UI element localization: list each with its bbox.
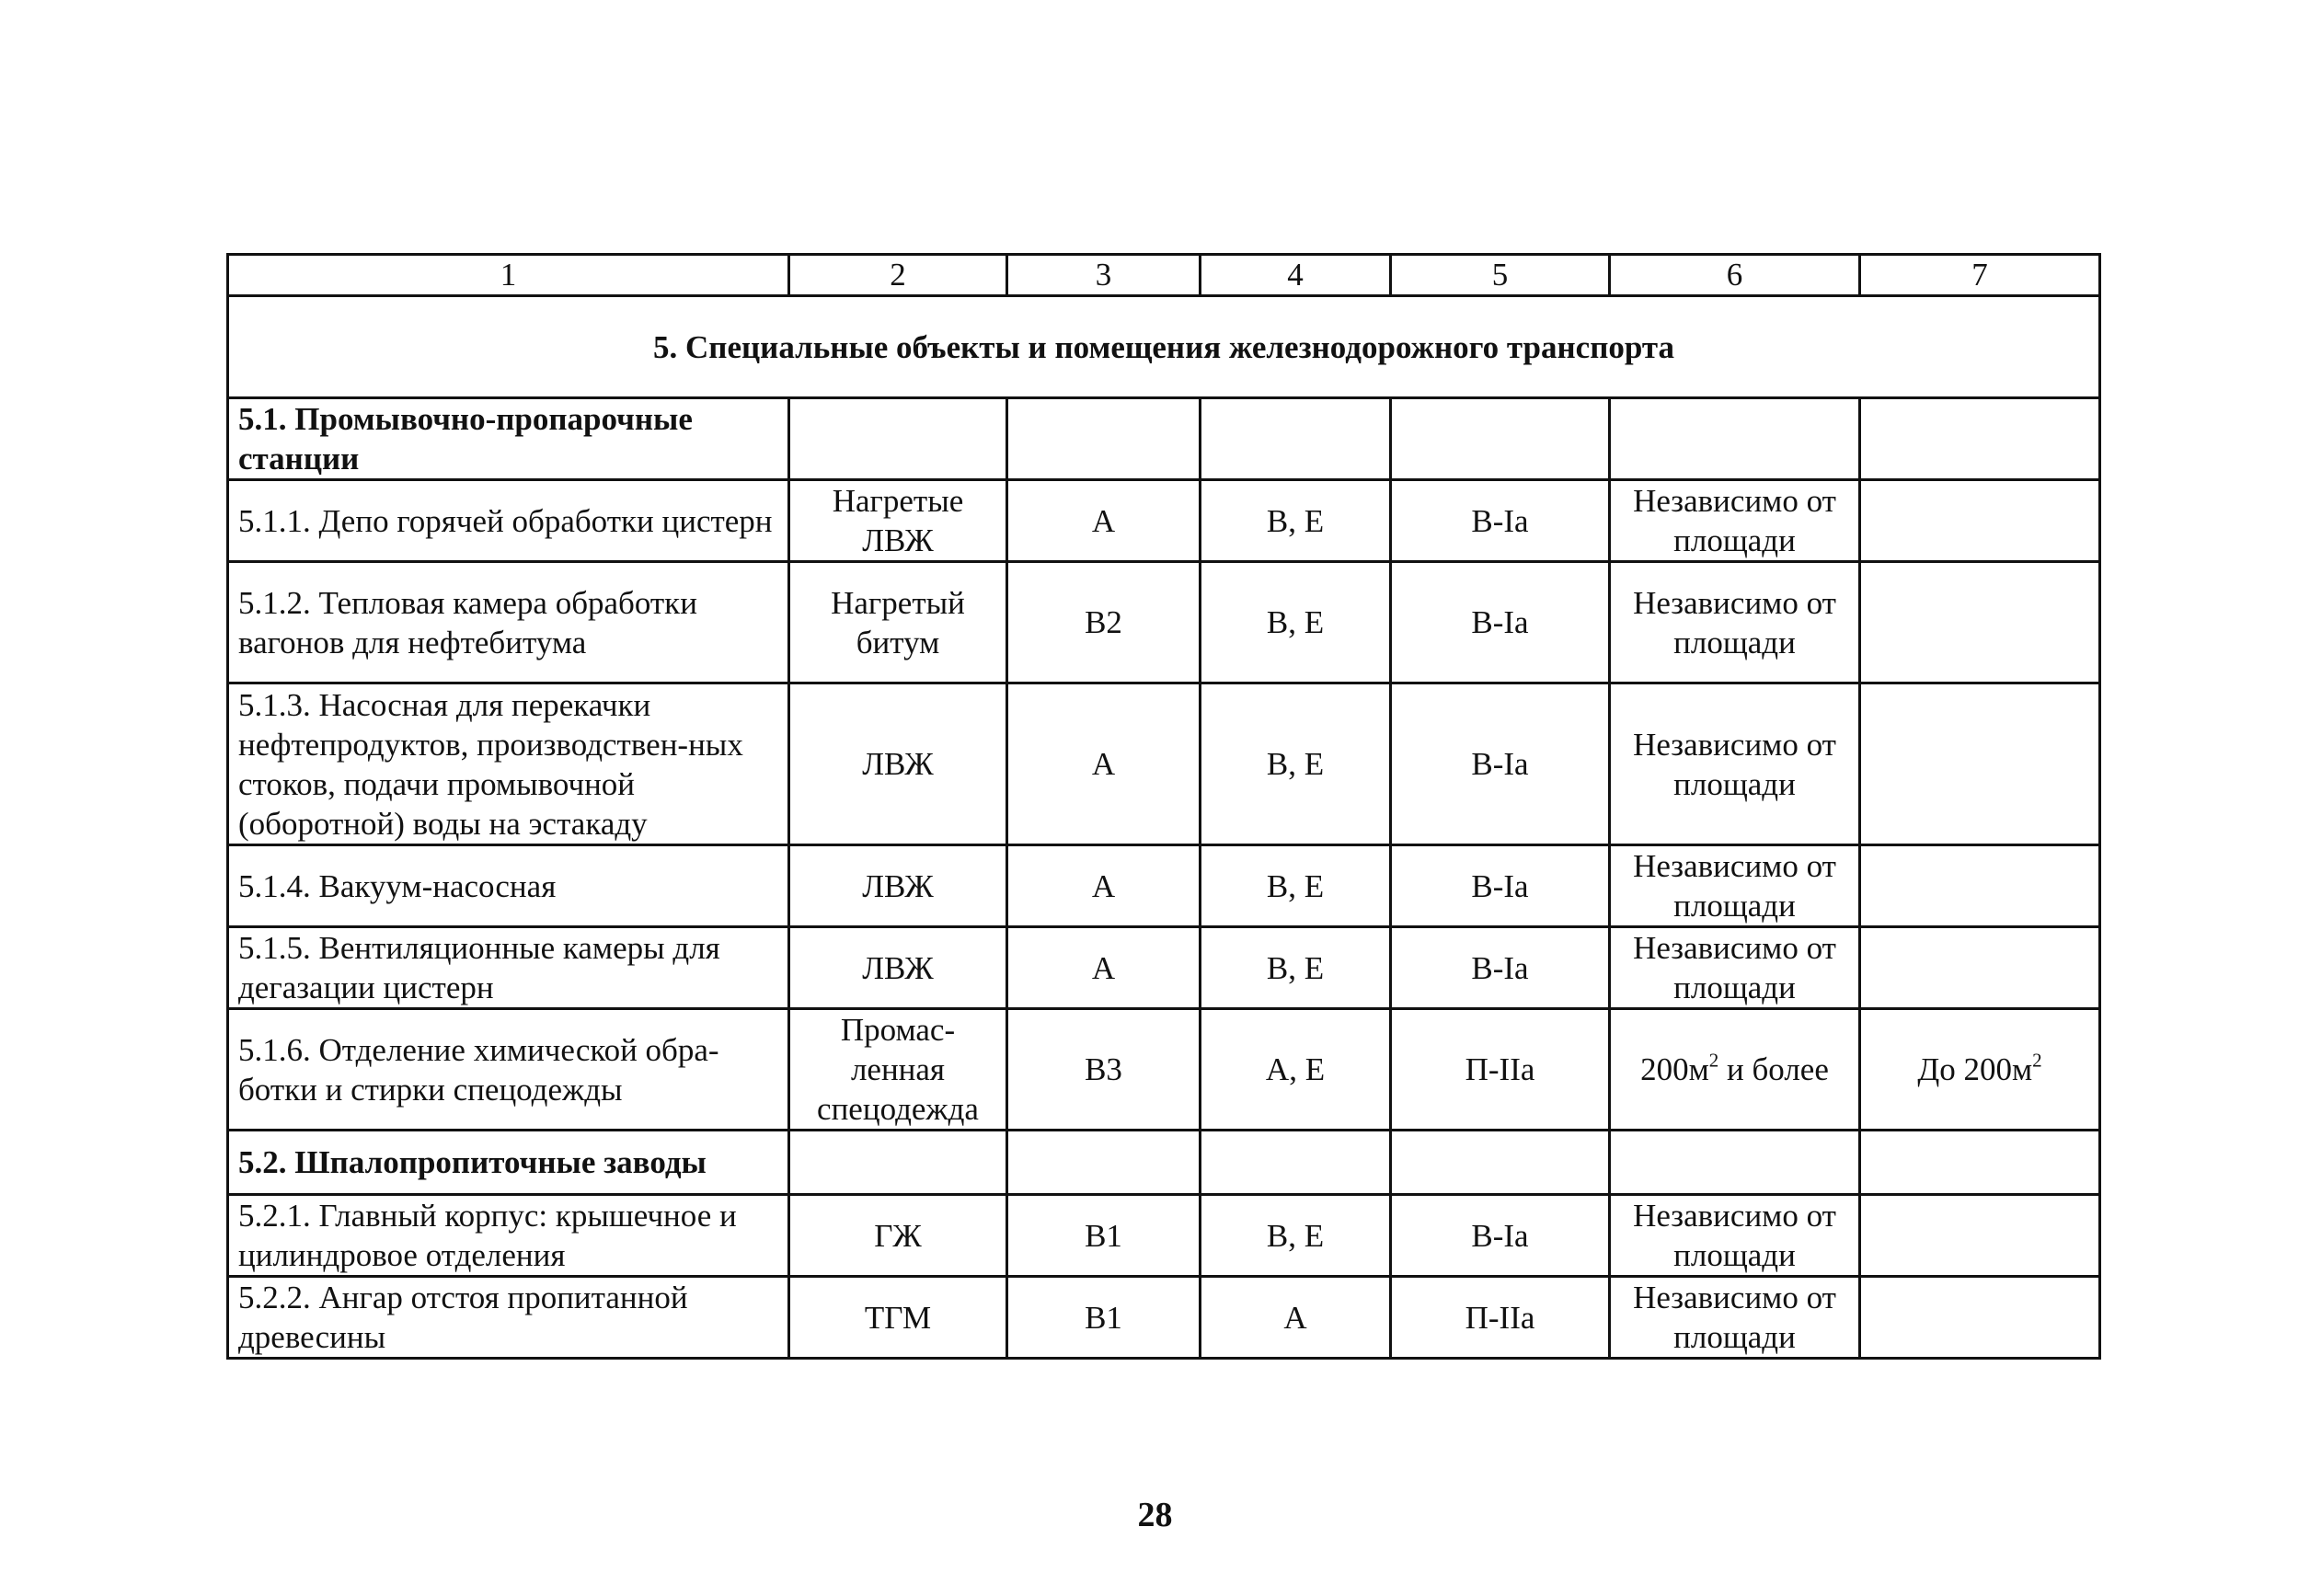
- zone-class-cell: В-Iа: [1391, 562, 1610, 683]
- category-cell: В1: [1007, 1195, 1201, 1277]
- zone-class-cell: [1391, 398, 1610, 480]
- substance-cell: Нагретые ЛВЖ: [789, 480, 1007, 562]
- section-title: 5. Специальные объекты и помещения железнодорожного транспорта: [228, 296, 2100, 398]
- area-limit-cell: [1860, 480, 2100, 562]
- area-limit-cell: [1860, 845, 2100, 927]
- column-number-7: 7: [1860, 255, 2100, 296]
- area-condition-cell: Независимо от площади: [1610, 1277, 1860, 1359]
- area-limit-cell: [1860, 1131, 2100, 1195]
- zone-class-cell: В-Iа: [1391, 480, 1610, 562]
- row-name: 5.2. Шпалопропиточные заводы: [228, 1131, 789, 1195]
- row-name: 5.1.5. Вентиляционные камеры для дегазации цистерн: [228, 927, 789, 1009]
- table-row: [228, 683, 2100, 845]
- substance-cell: [789, 1131, 1007, 1195]
- zone-class-cell: П-IIа: [1391, 1009, 1610, 1131]
- class-cell: А, Е: [1201, 1009, 1391, 1131]
- substance-cell: ГЖ: [789, 1195, 1007, 1277]
- area-limit-cell: [1860, 398, 2100, 480]
- section-title-row: [228, 296, 2100, 398]
- zone-class-cell: В-Iа: [1391, 1195, 1610, 1277]
- row-name: 5.2.1. Главный корпус: крышечное и цилиндровое отделения: [228, 1195, 789, 1277]
- substance-cell: ТГМ: [789, 1277, 1007, 1359]
- class-cell: В, Е: [1201, 845, 1391, 927]
- area-condition-value: 200м: [1640, 1051, 1709, 1087]
- table-row: [228, 927, 2100, 1009]
- zone-class-cell: В-Iа: [1391, 845, 1610, 927]
- row-name: 5.1. Промывочно-пропарочные станции: [228, 398, 789, 480]
- area-limit-cell: [1860, 927, 2100, 1009]
- class-cell: [1201, 1131, 1391, 1195]
- area-limit-value: До 200м: [1917, 1051, 2033, 1087]
- class-cell: В, Е: [1201, 562, 1391, 683]
- area-condition-cell: Независимо от площади: [1610, 1195, 1860, 1277]
- column-number-5: 5: [1391, 255, 1610, 296]
- substance-cell: Нагретый битум: [789, 562, 1007, 683]
- subsection-row: [228, 398, 2100, 480]
- area-limit-exponent: 2: [2032, 1049, 2042, 1072]
- category-cell: А: [1007, 845, 1201, 927]
- area-limit-cell: [1860, 683, 2100, 845]
- class-cell: В, Е: [1201, 927, 1391, 1009]
- category-cell: А: [1007, 480, 1201, 562]
- class-cell: [1201, 398, 1391, 480]
- category-cell: В3: [1007, 1009, 1201, 1131]
- column-number-6: 6: [1610, 255, 1860, 296]
- row-name: 5.1.6. Отделение химической обра-ботки и стирки спецодежды: [228, 1009, 789, 1131]
- area-limit-cell: [1860, 1195, 2100, 1277]
- area-condition-cell: Независимо от площади: [1610, 845, 1860, 927]
- subsection-row: [228, 1131, 2100, 1195]
- area-limit-cell: [1860, 1277, 2100, 1359]
- substance-cell: Промас-ленная спецодежда: [789, 1009, 1007, 1131]
- table-row: [228, 1009, 2100, 1131]
- column-number-row: [228, 255, 2100, 296]
- zone-class-cell: П-IIа: [1391, 1277, 1610, 1359]
- row-name: 5.1.1. Депо горячей обработки цистерн: [228, 480, 789, 562]
- column-number-2: 2: [789, 255, 1007, 296]
- table-row: [228, 562, 2100, 683]
- column-number-3: 3: [1007, 255, 1201, 296]
- class-cell: В, Е: [1201, 683, 1391, 845]
- zone-class-cell: В-Iа: [1391, 683, 1610, 845]
- class-cell: А: [1201, 1277, 1391, 1359]
- column-number-1: 1: [228, 255, 789, 296]
- category-cell: [1007, 398, 1201, 480]
- area-condition-cell: [1610, 1009, 1860, 1131]
- substance-cell: [789, 398, 1007, 480]
- row-name: 5.1.2. Тепловая камера обработки вагонов для нефтебитума: [228, 562, 789, 683]
- zone-class-cell: [1391, 1131, 1610, 1195]
- substance-cell: ЛВЖ: [789, 845, 1007, 927]
- area-condition-cell: Независимо от площади: [1610, 480, 1860, 562]
- area-condition-cell: Независимо от площади: [1610, 562, 1860, 683]
- row-name: 5.1.4. Вакуум-насосная: [228, 845, 789, 927]
- area-condition-cell: Независимо от площади: [1610, 683, 1860, 845]
- table-row: [228, 480, 2100, 562]
- column-number-4: 4: [1201, 255, 1391, 296]
- substance-cell: ЛВЖ: [789, 927, 1007, 1009]
- page-number: 28: [1137, 1496, 1173, 1534]
- row-name: 5.2.2. Ангар отстоя пропитанной древесины: [228, 1277, 789, 1359]
- table-row: [228, 1195, 2100, 1277]
- area-limit-cell: [1860, 1009, 2100, 1131]
- category-cell: А: [1007, 927, 1201, 1009]
- category-cell: В2: [1007, 562, 1201, 683]
- area-condition-suffix: и более: [1718, 1051, 1829, 1087]
- area-limit-cell: [1860, 562, 2100, 683]
- category-cell: [1007, 1131, 1201, 1195]
- substance-cell: ЛВЖ: [789, 683, 1007, 845]
- category-cell: А: [1007, 683, 1201, 845]
- area-condition-cell: Независимо от площади: [1610, 927, 1860, 1009]
- fire-category-table: [226, 253, 2101, 1360]
- area-condition-exponent: 2: [1708, 1049, 1719, 1072]
- class-cell: В, Е: [1201, 1195, 1391, 1277]
- area-condition-cell: [1610, 1131, 1860, 1195]
- area-condition-cell: [1610, 398, 1860, 480]
- zone-class-cell: В-Iа: [1391, 927, 1610, 1009]
- row-name: 5.1.3. Насосная для перекачки нефтепродуктов, производствен-ных стоков, подачи промывочной (оборотной) воды на эстакаду: [228, 683, 789, 845]
- category-cell: В1: [1007, 1277, 1201, 1359]
- table-row: [228, 1277, 2100, 1359]
- class-cell: В, Е: [1201, 480, 1391, 562]
- table-row: [228, 845, 2100, 927]
